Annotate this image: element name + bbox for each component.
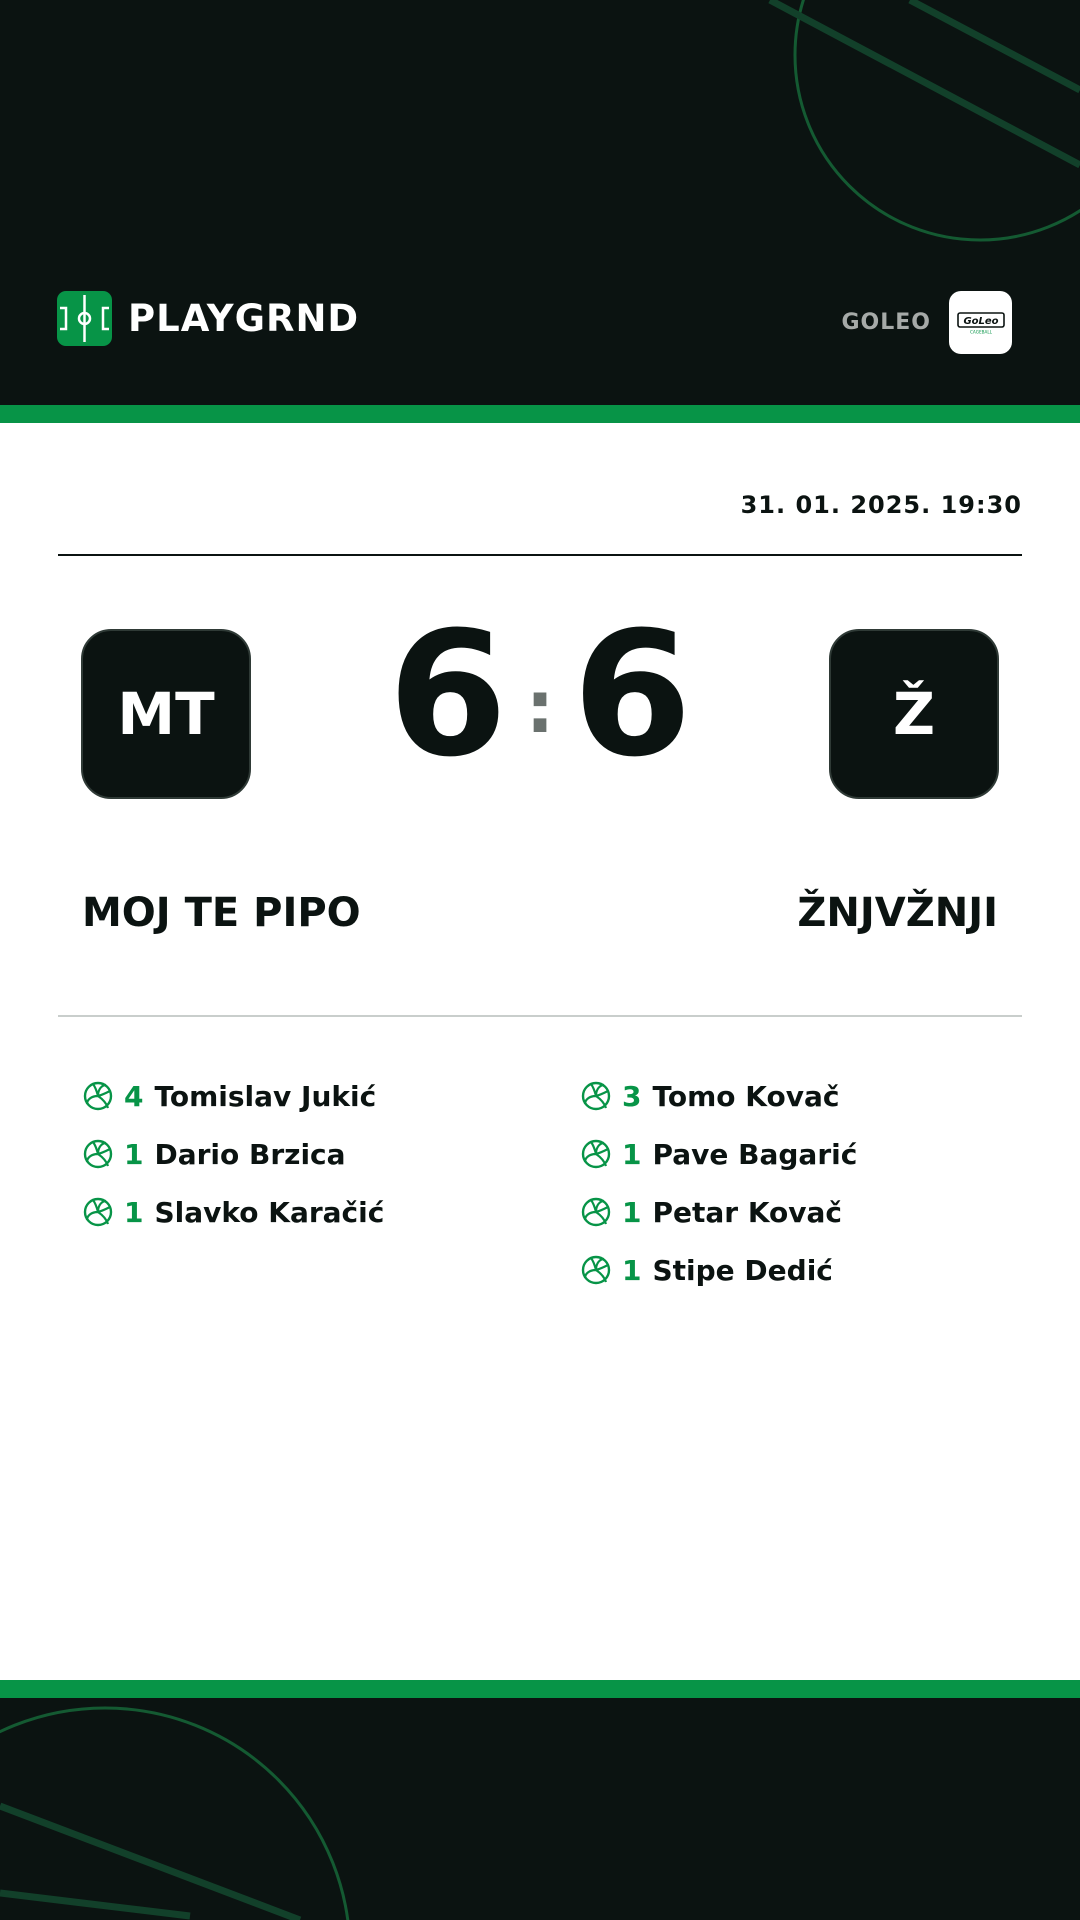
away-score: 6 xyxy=(572,594,693,795)
player-name: Pave Bagarić xyxy=(652,1137,858,1171)
home-score: 6 xyxy=(387,594,508,795)
brand xyxy=(57,291,359,346)
footer-stripe xyxy=(0,1680,1080,1698)
list-item xyxy=(580,1241,1020,1299)
list-item xyxy=(82,1183,522,1241)
partner-logo-text: GoLeo xyxy=(962,315,999,327)
goal-count: 1 xyxy=(622,1137,642,1171)
away-scorers-list xyxy=(580,1067,1020,1299)
goal-count: 1 xyxy=(124,1137,144,1171)
away-team-name: ŽNJVŽNJI xyxy=(797,890,998,936)
divider xyxy=(58,1015,1022,1017)
ball-icon xyxy=(580,1196,612,1228)
ball-icon xyxy=(580,1254,612,1286)
brand-name: PLAYGRND xyxy=(128,297,360,340)
home-team-badge: MT xyxy=(81,629,251,799)
score-separator: : xyxy=(525,665,555,749)
goal-count: 1 xyxy=(622,1253,642,1287)
match-datetime: 31. 01. 2025. 19:30 xyxy=(740,491,1022,519)
pitch-lines-decoration xyxy=(0,1698,1080,1920)
partner-logo-subtext: CAGEBALL xyxy=(969,329,992,334)
header-stripe xyxy=(0,405,1080,423)
ball-icon xyxy=(82,1080,114,1112)
player-name: Petar Kovač xyxy=(652,1195,843,1229)
list-item xyxy=(82,1067,522,1125)
footer xyxy=(0,1698,1080,1920)
partner-logo xyxy=(949,291,1012,354)
player-name: Stipe Dedić xyxy=(652,1253,833,1287)
ball-icon xyxy=(82,1138,114,1170)
home-scorers-list xyxy=(82,1067,522,1241)
ball-icon xyxy=(580,1138,612,1170)
ball-icon xyxy=(82,1196,114,1228)
list-item xyxy=(82,1125,522,1183)
goal-count: 1 xyxy=(124,1195,144,1229)
header xyxy=(0,0,1080,405)
list-item xyxy=(580,1125,1020,1183)
scoreboard xyxy=(340,594,740,795)
goal-count: 1 xyxy=(622,1195,642,1229)
divider xyxy=(58,554,1022,556)
goal-count: 3 xyxy=(622,1079,642,1113)
away-team-badge: Ž xyxy=(829,629,999,799)
goal-count: 4 xyxy=(124,1079,144,1113)
player-name: Dario Brzica xyxy=(154,1137,346,1171)
ball-icon xyxy=(580,1080,612,1112)
player-name: Slavko Karačić xyxy=(154,1195,385,1229)
partner xyxy=(841,291,1012,354)
home-team-name: MOJ TE PIPO xyxy=(82,890,361,936)
partner-name: GOLEO xyxy=(841,310,931,335)
player-name: Tomislav Jukić xyxy=(154,1079,377,1113)
football-pitch-icon xyxy=(57,291,112,346)
list-item xyxy=(580,1067,1020,1125)
list-item xyxy=(580,1183,1020,1241)
player-name: Tomo Kovač xyxy=(652,1079,840,1113)
